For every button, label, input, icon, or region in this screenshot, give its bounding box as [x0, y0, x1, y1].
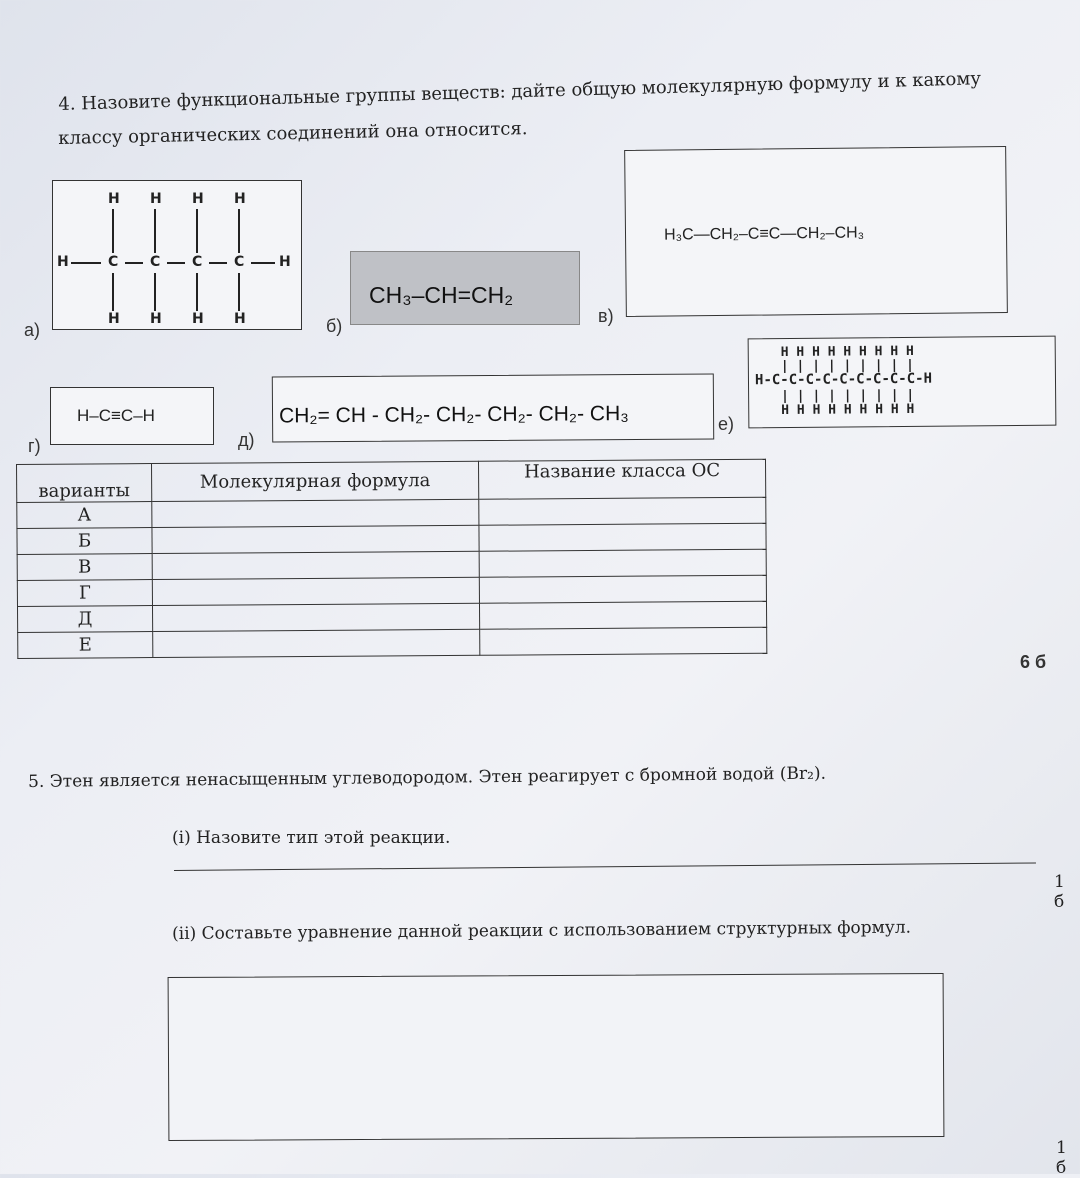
structure-a-chain-h-right: H [279, 254, 291, 270]
cell-class-b[interactable] [479, 523, 766, 551]
cell-formula-b[interactable] [152, 525, 479, 553]
row-label-a: А [17, 502, 152, 529]
cell-class-v[interactable] [479, 549, 766, 577]
label-a: а) [24, 320, 41, 340]
structure-a-chain-c-3: C [192, 254, 203, 270]
question-4-line-2: классу органических соединений она относится. [58, 118, 528, 149]
header-formula: Молекулярная формула [152, 461, 479, 501]
cell-formula-e[interactable] [153, 629, 480, 657]
structure-a-chain-h-left: H [57, 254, 69, 270]
header-variants: варианты [17, 464, 152, 503]
question-4-line-1: 4. Назовите функциональные группы веществ: дайте общую молекулярную формулу и к какому [58, 68, 982, 115]
structure-a-top-h-1: H [108, 191, 120, 207]
row-label-v: В [17, 554, 152, 581]
structure-e-box [748, 336, 1057, 429]
question-5-part-1: (i) Назовите тип этой реакции. [172, 828, 451, 848]
cell-class-d[interactable] [479, 601, 766, 629]
cell-formula-d[interactable] [152, 603, 479, 631]
answer-box-part-2[interactable] [168, 973, 945, 1141]
cell-formula-a[interactable] [152, 499, 479, 527]
label-d: д) [238, 430, 255, 450]
structure-a-bottom-h-4: H [234, 311, 246, 327]
cell-formula-v[interactable] [152, 551, 479, 579]
structure-d-formula: CH₂= CH - CH₂- CH₂- CH₂- CH₂- CH₃ [278, 402, 629, 428]
structure-a-bottom-h-2: H [150, 311, 162, 327]
label-b: б) [326, 316, 343, 336]
structure-g-formula: H–C≡C–H [77, 406, 155, 425]
score-question-4: 6 б [1020, 652, 1047, 672]
structure-a-box [52, 180, 302, 330]
cell-formula-g[interactable] [152, 577, 479, 605]
score-part-1: 1 б [1054, 872, 1065, 912]
structure-a-chain-c-1: C [108, 254, 119, 270]
structure-b-box [350, 251, 580, 325]
cell-class-a[interactable] [479, 497, 766, 525]
structure-v-formula: H₃C—CH₂–C≡C—CH₂–CH₃ [663, 224, 865, 244]
row-label-d: Д [17, 606, 152, 633]
structure-e-bottom-h: H H H H H H H H H [781, 401, 915, 419]
structure-a-top-h-3: H [192, 191, 204, 207]
label-e: е) [718, 414, 735, 434]
cell-class-g[interactable] [479, 575, 766, 603]
structure-a-bottom-h-1: H [108, 311, 120, 327]
structure-a-chain-c-4: C [234, 254, 245, 270]
structure-a-top-h-4: H [234, 191, 246, 207]
structure-d-box [272, 373, 714, 442]
structure-e-top-h: H H H H H H H H H [780, 343, 914, 361]
structure-g-box [50, 387, 214, 445]
cell-class-e[interactable] [480, 627, 767, 655]
row-label-b: Б [17, 528, 152, 555]
row-label-e: Е [18, 632, 153, 659]
header-class: Название класса ОС [478, 459, 765, 499]
structure-b-formula: CH₃–CH=CH₂ [369, 282, 514, 308]
label-v: в) [598, 306, 614, 326]
structure-v-box [624, 146, 1008, 317]
answer-table [16, 459, 767, 659]
label-g: г) [28, 436, 41, 456]
structure-a-chain-c-2: C [150, 254, 161, 270]
row-label-g: Г [17, 580, 152, 607]
score-part-2: 1 б [1056, 1138, 1067, 1178]
structure-a-top-h-2: H [150, 191, 162, 207]
structure-e-top-bonds: | | | | | | | | | [780, 357, 914, 375]
answer-line-part-1[interactable] [174, 862, 1036, 871]
structure-e-chain: H-C-C-C-C-C-C-C-C-C-H [754, 370, 933, 389]
structure-e-bottom-bonds: | | | | | | | | | [781, 387, 915, 405]
structure-a-bonds [53, 181, 301, 329]
structure-a-bottom-h-3: H [192, 311, 204, 327]
question-5-text: 5. Этен является ненасыщенным углеводородом. Этен реагирует с бромной водой (Br₂). [28, 763, 827, 792]
question-5-part-2: (ii) Составьте уравнение данной реакции с использованием структурных формул. [172, 917, 912, 944]
